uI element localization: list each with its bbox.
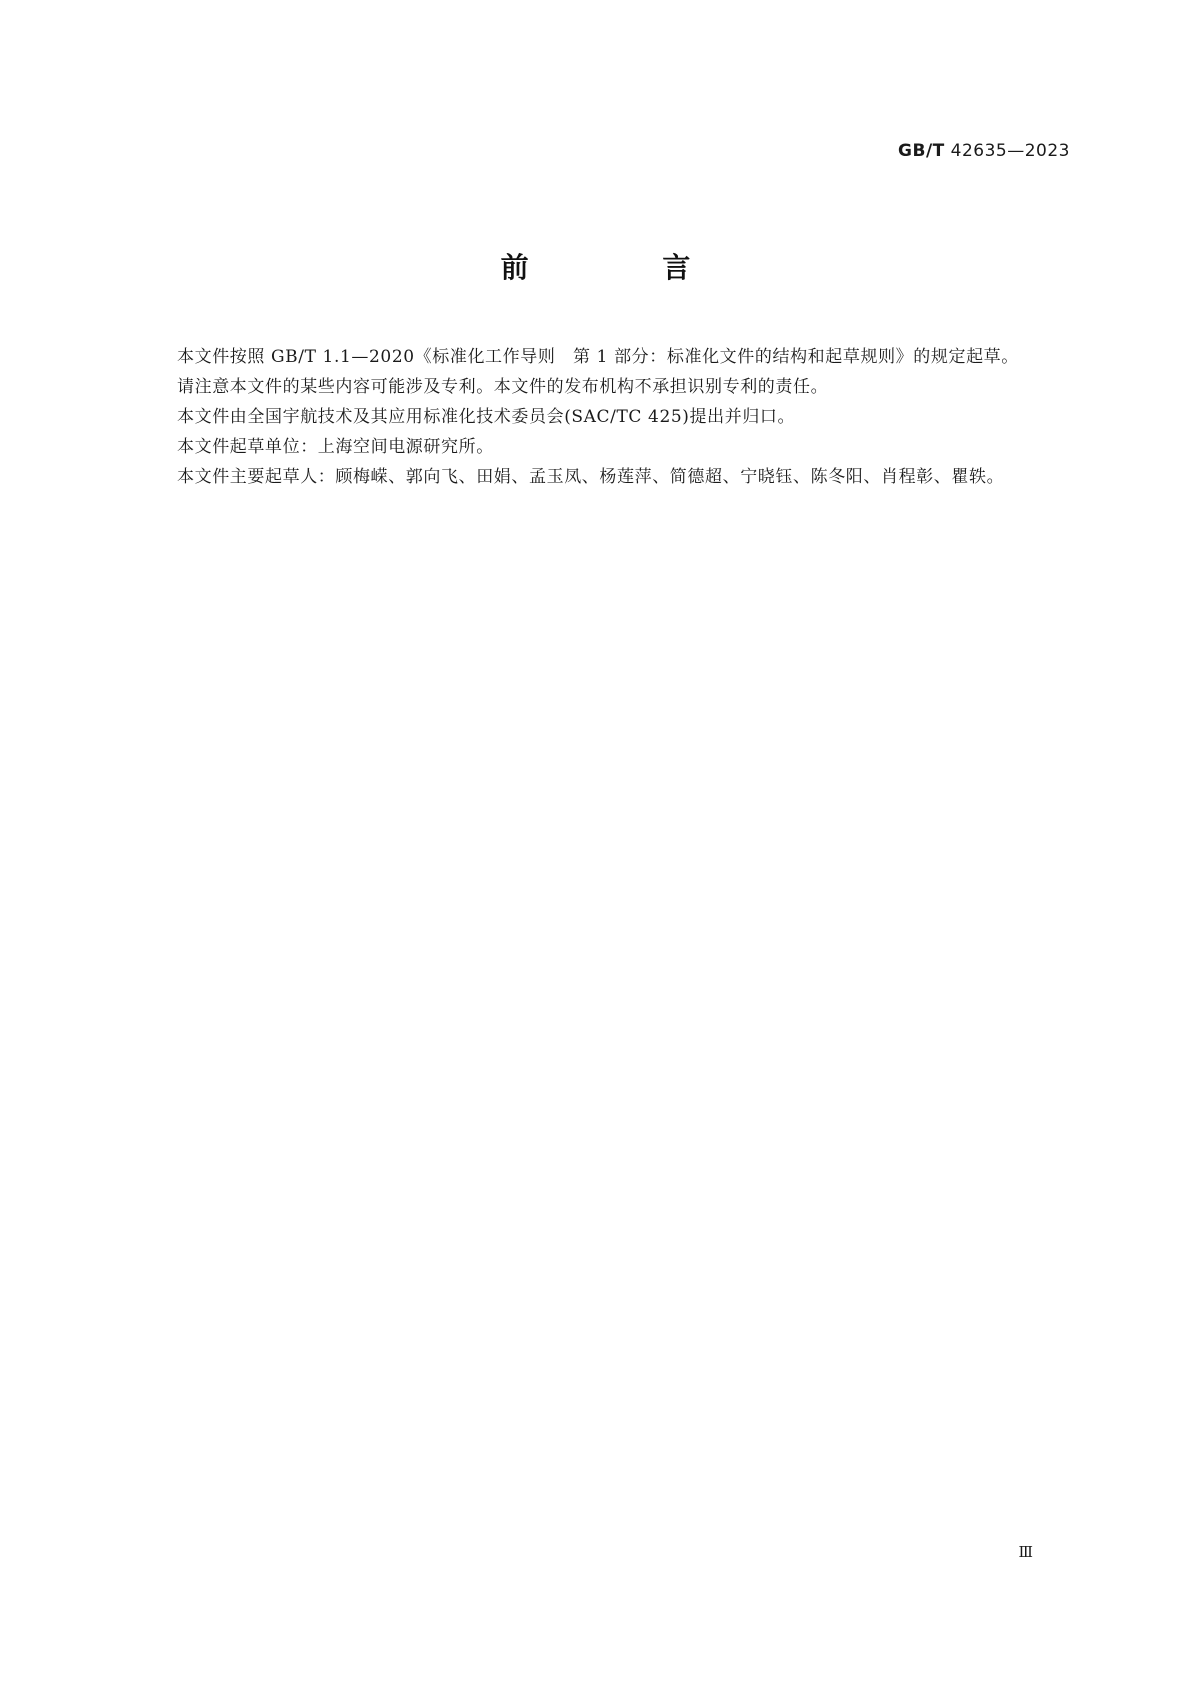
page-number: Ⅲ bbox=[1018, 1543, 1033, 1561]
standard-prefix: GB/T bbox=[898, 141, 945, 161]
paragraph-drafting-rules: 本文件按照 GB/T 1.1—2020《标准化工作导则 第 1 部分：标准化文件的结构和起草规则》的规定起草。 bbox=[177, 347, 1019, 367]
page-title: 前 言 bbox=[500, 251, 753, 284]
paragraph-drafting-unit: 本文件起草单位：上海空间电源研究所。 bbox=[177, 437, 494, 457]
paragraph-patent-notice: 请注意本文件的某些内容可能涉及专利。本文件的发布机构不承担识别专利的责任。 bbox=[177, 377, 829, 397]
standard-code bbox=[898, 141, 1070, 161]
standard-number: 42635—2023 bbox=[950, 141, 1070, 161]
paragraph-drafters: 本文件主要起草人：顾梅嵘、郭向飞、田娟、孟玉凤、杨莲萍、简德超、宁晓钰、陈冬阳、肖程彰、瞿轶。 bbox=[177, 467, 1005, 487]
foreword-body bbox=[143, 342, 1064, 492]
paragraph-proposer: 本文件由全国宇航技术及其应用标准化技术委员会(SAC/TC 425)提出并归口。 bbox=[177, 407, 796, 427]
